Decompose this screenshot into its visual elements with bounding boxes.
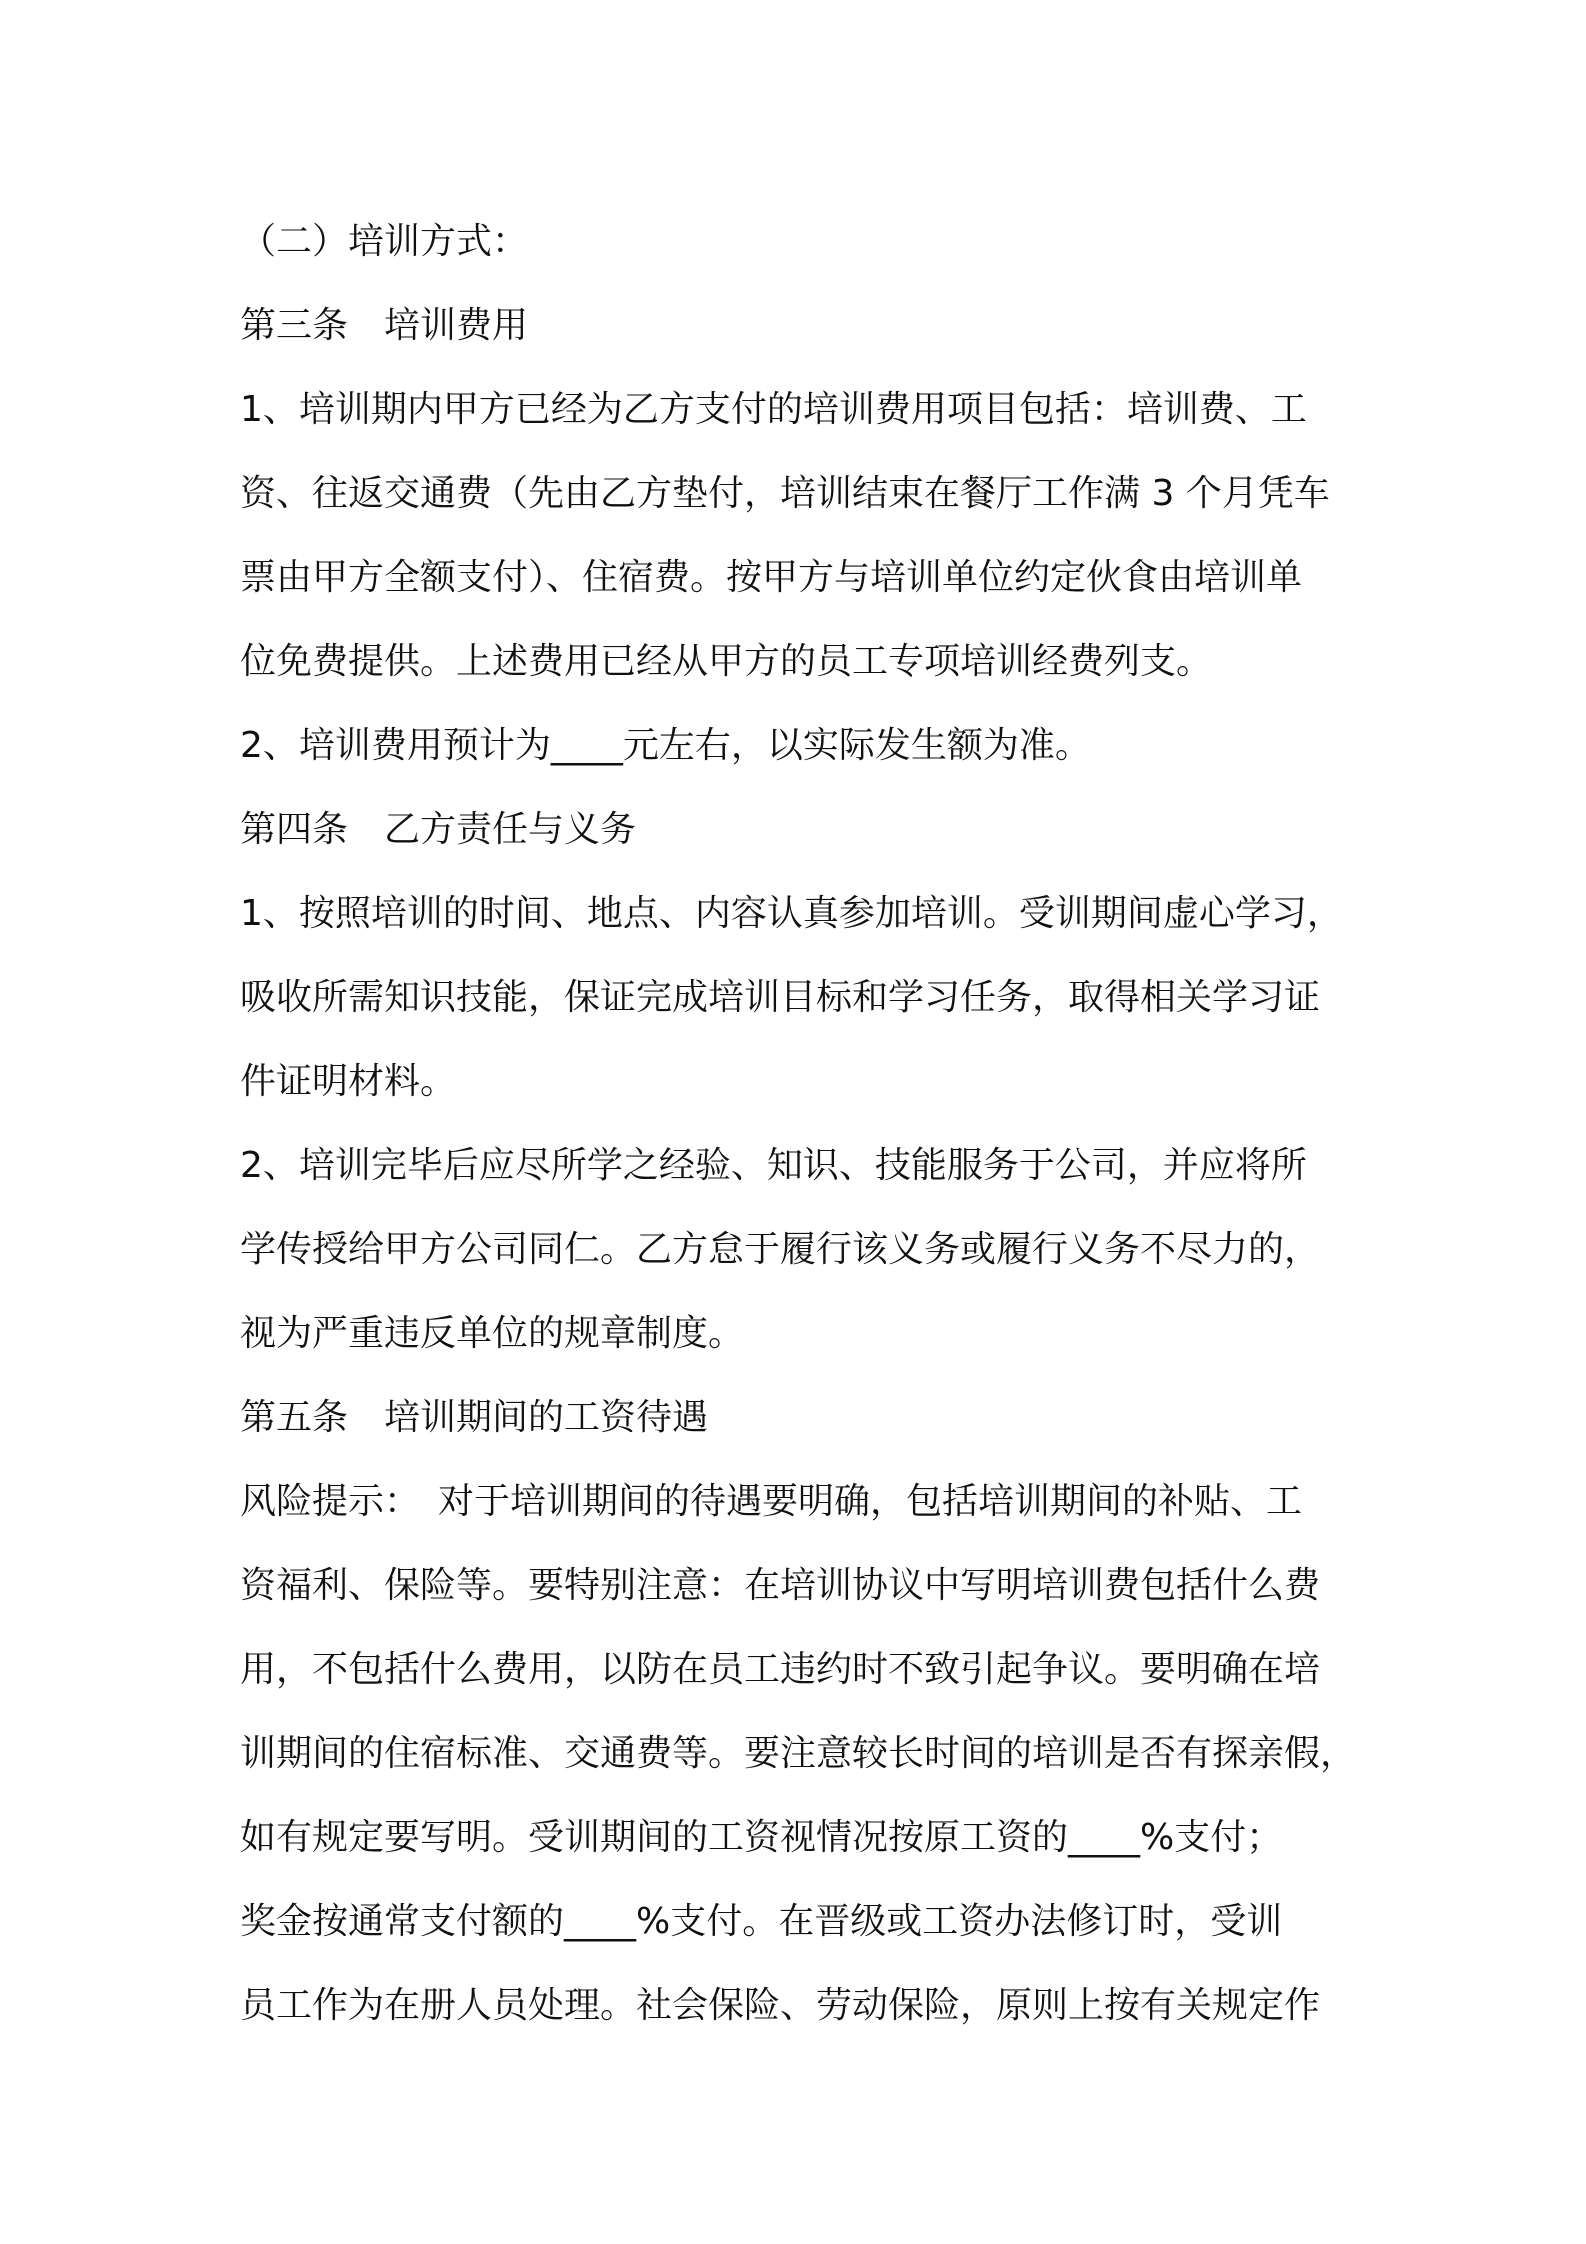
- paragraph-line: 员工作为在册人员处理。社会保险、劳动保险，原则上按有关规定作: [240, 1985, 1321, 2026]
- paragraph-line: 2、培训完毕后应尽所学之经验、知识、技能服务于公司，并应将所: [240, 1145, 1307, 1186]
- paragraph-line: 位免费提供。上述费用已经从甲方的员工专项培训经费列支。: [240, 641, 1213, 682]
- paragraph-line: 资、往返交通费（先由乙方垫付，培训结束在餐厅工作满 3 个月凭车: [240, 473, 1330, 514]
- paragraph-line: 资福利、保险等。要特别注意：在培训协议中写明培训费包括什么费: [240, 1565, 1321, 1606]
- article-3-heading: 第三条 培训费用: [240, 305, 529, 346]
- paragraph-line: 1、按照培训的时间、地点、内容认真参加培训。受训期间虚心学习，: [240, 893, 1343, 934]
- paragraph-line: 1、培训期内甲方已经为乙方支付的培训费用项目包括：培训费、工: [240, 389, 1307, 430]
- paragraph-line: 件证明材料。: [240, 1061, 457, 1102]
- paragraph-line: 票由甲方全额支付）、住宿费。按甲方与培训单位约定伙食由培训单: [240, 557, 1303, 598]
- paragraph-line: 视为严重违反单位的规章制度。: [240, 1313, 745, 1354]
- paragraph-line: 如有规定要写明。受训期间的工资视情况按原工资的____%支付；: [240, 1817, 1283, 1858]
- article-5-heading: 第五条 培训期间的工资待遇: [240, 1397, 709, 1438]
- paragraph-line: 2、培训费用预计为____元左右，以实际发生额为准。: [240, 725, 1091, 766]
- article-4-heading: 第四条 乙方责任与义务: [240, 809, 637, 850]
- paragraph-line: 奖金按通常支付额的____%支付。在晋级或工资办法修订时，受训: [240, 1901, 1283, 1942]
- paragraph-line: 风险提示： 对于培训期间的待遇要明确，包括培训期间的补贴、工: [240, 1481, 1303, 1522]
- paragraph-line: 训期间的住宿标准、交通费等。要注意较长时间的培训是否有探亲假，: [240, 1733, 1357, 1774]
- paragraph-line: 用，不包括什么费用，以防在员工违约时不致引起争议。要明确在培: [240, 1649, 1321, 1690]
- section-heading-training-method: （二）培训方式：: [240, 221, 529, 262]
- paragraph-line: 吸收所需知识技能，保证完成培训目标和学习任务，取得相关学习证: [240, 977, 1321, 1018]
- paragraph-line: 学传授给甲方公司同仁。乙方怠于履行该义务或履行义务不尽力的，: [240, 1229, 1321, 1270]
- document-body: [240, 200, 1360, 2048]
